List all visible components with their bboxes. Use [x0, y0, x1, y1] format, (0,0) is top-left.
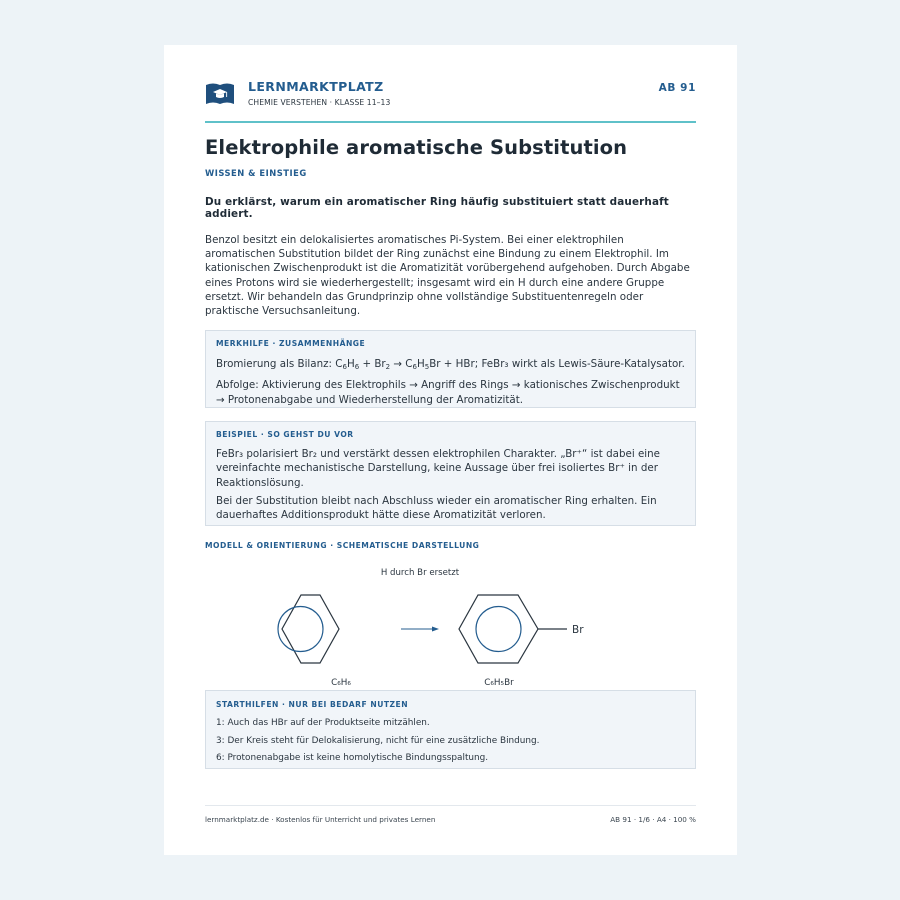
beispiel-box [205, 421, 696, 526]
merkhilfe-title: MERKHILFE · ZUSAMMENHÄNGE [216, 339, 366, 349]
mechanism-sequence: Abfolge: Aktivierung des Elektrophils → Angriff des Rings → kationisches Zwischenprodukt → Protonenabgabe und Wiederherstellung der Aromatizität. [216, 379, 680, 406]
benzene-substitution-figure [205, 550, 696, 690]
header-divider [205, 121, 696, 123]
intro-paragraph: Benzol besitzt ein delokalisiertes aromatisches Pi-System. Bei einer elektrophilen aromatischen Substitution bildet der Ring zunächst eine Bindung zu einem Elektrophil. Im kationischen Zwischenprodukt ist die Aromatizität vorübergehend aufgehoben. Durch Abgabe eines Protons wird sie wiederhergestellt; insgesamt wird ein H durch eine andere Gruppe ersetzt. Wir behandeln das Grundprinzip ohne vollständige Substituentenregeln oder praktische Versuchsanleitung. [205, 234, 690, 318]
benzene-label: C₆H₆ [331, 678, 351, 689]
reaction-diagram [205, 550, 696, 690]
footer-left: lernmarktplatz.de · Kostenlos für Unterricht und privates Lernen [205, 815, 436, 824]
hint-item: 3: Der Kreis steht für Delokalisierung, nicht für eine zusätzliche Bindung. [216, 735, 540, 746]
benzene-hexagon [282, 595, 339, 663]
bromine-label: Br [572, 624, 584, 637]
eq-sub-6: 6 [342, 363, 347, 372]
bromobenzene-circle [476, 607, 521, 652]
merkhilfe-box [205, 330, 696, 408]
section-label: WISSEN & EINSTIEG [205, 168, 307, 178]
learning-goal: Du erklärst, warum ein aromatischer Ring häufig substituiert statt dauerhaft addiert. [205, 196, 669, 220]
reaction-arrowhead [432, 627, 439, 632]
eq-sub-2: 2 [385, 363, 391, 372]
eq-sub-6c: 6 [412, 363, 417, 372]
beispiel-title: BEISPIEL · SO GEHST DU VOR [216, 430, 354, 440]
bromobenzene-label: C₆H₅Br [484, 678, 514, 689]
equation-prefix: Bromierung als Bilanz: [216, 358, 336, 371]
figure-caption: H durch Br ersetzt [380, 568, 460, 579]
brand-subtitle: CHEMIE VERSTEHEN · KLASSE 11–13 [248, 98, 391, 107]
hint-item: 1: Auch das HBr auf der Produktseite mitzählen. [216, 718, 430, 729]
eq-sub-6b: 6 [354, 363, 360, 372]
eq-arrow: → C [390, 358, 413, 371]
worksheet-page [164, 45, 737, 855]
hint-item: 6: Protonenabgabe ist keine homolytische Bindungsspaltung. [216, 753, 489, 764]
bromobenzene-ring [459, 595, 567, 663]
benzene-ring-left [278, 595, 339, 663]
delocalization-circle [278, 607, 323, 652]
eq-br2: + Br [359, 358, 386, 371]
eq-h: H [346, 358, 355, 371]
beispiel-paragraph-2: Bei der Substitution bleibt nach Abschluss wieder ein aromatischer Ring erhalten. Ein dauerhaftes Additionsprodukt hätte diese Aromatizität verloren. [216, 494, 657, 522]
eq-c: C [335, 358, 343, 371]
figure-title: MODELL & ORIENTIERUNG · SCHEMATISCHE DARSTELLUNG [205, 541, 480, 551]
page-title: Elektrophile aromatische Substitution [205, 136, 628, 159]
starthilfen-box [205, 690, 696, 769]
bromination-equation [216, 357, 685, 374]
brand-block [248, 79, 659, 107]
brand-name: LERNMARKTPLATZ [248, 79, 384, 94]
bromobenzene-hexagon [459, 595, 538, 663]
book-cap-logo-icon [205, 81, 235, 106]
starthilfen-title: STARTHILFEN · NUR BEI BEDARF NUTZEN [216, 700, 409, 710]
sheet-code: AB 91 [658, 82, 696, 94]
beispiel-paragraph-1: FeBr₃ polarisiert Br₂ und verstärkt dessen elektrophilen Charakter. „Br⁺“ ist dabei eine vereinfachte mechanistische Darstellung, keine Aussage über frei isoliertes Br⁺ in der Reaktionslösung. [216, 448, 661, 489]
eq-rest: Br + HBr; FeBr₃ wirkt als Lewis-Säure-Katalysator. [429, 358, 685, 371]
eq-h2: H [416, 358, 425, 371]
page-footer [205, 805, 696, 824]
footer-right: AB 91 · 1/6 · A4 · 100 % [610, 815, 696, 824]
eq-sub-5: 5 [424, 363, 430, 372]
page-header [205, 79, 696, 119]
